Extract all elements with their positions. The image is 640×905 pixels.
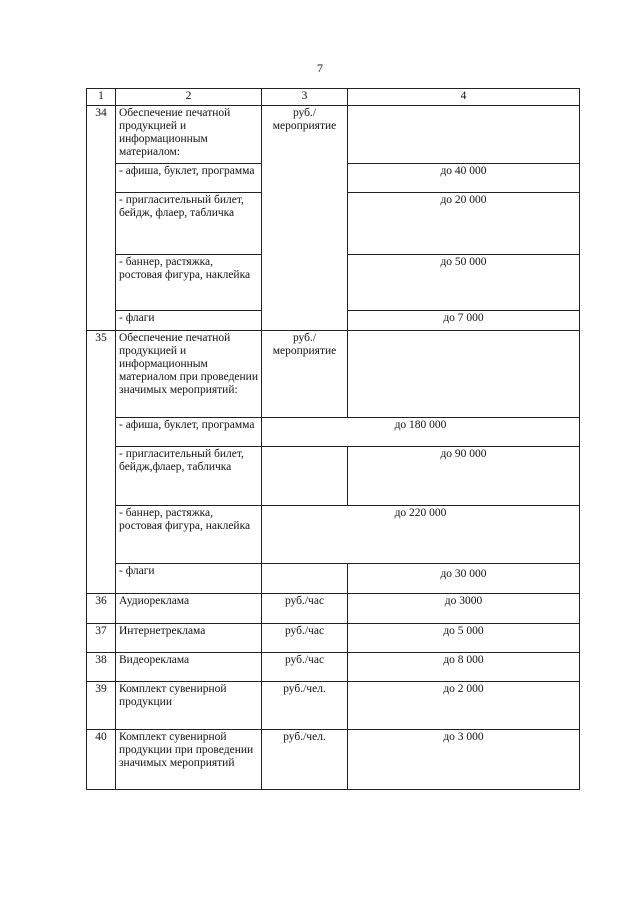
item-price: до 7 000	[348, 311, 580, 331]
row-number: 40	[87, 730, 116, 790]
item-name: - баннер, растяжка, ростовая фигура, наклейка	[116, 255, 262, 311]
row-name: Интернетреклама	[116, 624, 262, 653]
table-header-row	[87, 89, 580, 106]
row-name: Видеореклама	[116, 653, 262, 682]
row-unit: руб./час	[262, 624, 348, 653]
item-price: до 180 000	[262, 418, 580, 447]
table-row	[87, 682, 580, 730]
row-title: Обеспечение печатной продукцией и информационным материалом при проведении значимых мероприятий:	[116, 331, 262, 418]
header-col-2: 2	[116, 89, 262, 106]
row-number: 39	[87, 682, 116, 730]
table-row	[87, 418, 580, 447]
table-row	[87, 447, 580, 506]
table-row	[87, 106, 580, 164]
item-price: до 50 000	[348, 255, 580, 311]
row-price: до 3 000	[348, 730, 580, 790]
row-price: до 5 000	[348, 624, 580, 653]
table-row	[87, 730, 580, 790]
row-number: 36	[87, 594, 116, 624]
table-row	[87, 506, 580, 564]
row-price: до 8 000	[348, 653, 580, 682]
row-number: 38	[87, 653, 116, 682]
unit-cell-empty	[262, 564, 348, 594]
row-unit: руб./чел.	[262, 682, 348, 730]
item-name: - флаги	[116, 564, 262, 594]
row-number: 37	[87, 624, 116, 653]
table-row	[87, 331, 580, 418]
row-name: Комплект сувенирной продукции при проведении значимых мероприятий	[116, 730, 262, 790]
row-number: 35	[87, 331, 116, 594]
item-name: - пригласительный билет, бейдж,флаер, табличка	[116, 447, 262, 506]
table-row	[87, 624, 580, 653]
row-price: до 2 000	[348, 682, 580, 730]
header-col-3: 3	[262, 89, 348, 106]
row-unit: руб./час	[262, 594, 348, 624]
row-unit: руб./час	[262, 653, 348, 682]
row-name: Комплект сувенирной продукции	[116, 682, 262, 730]
header-col-4: 4	[348, 89, 580, 106]
unit-cell-empty	[262, 447, 348, 506]
table-row	[87, 594, 580, 624]
row-unit: руб./чел.	[262, 730, 348, 790]
row-title: Обеспечение печатной продукцией и информационным материалом:	[116, 106, 262, 164]
page-number: 7	[317, 61, 323, 75]
row-number: 34	[87, 106, 116, 331]
item-name: - пригласительный билет, бейдж, флаер, табличка	[116, 193, 262, 255]
item-name: - афиша, буклет, программа	[116, 164, 262, 193]
row-price-empty	[348, 331, 580, 418]
item-name: - афиша, буклет, программа	[116, 418, 262, 447]
item-price: до 220 000	[262, 506, 580, 564]
item-price: до 30 000	[348, 564, 580, 594]
item-price: до 90 000	[348, 447, 580, 506]
table-row	[87, 564, 580, 594]
header-col-1: 1	[87, 89, 116, 106]
row-unit: руб./ мероприятие	[262, 106, 348, 331]
row-unit: руб./ мероприятие	[262, 331, 348, 418]
item-name: - флаги	[116, 311, 262, 331]
item-name: - баннер, растяжка, ростовая фигура, наклейка	[116, 506, 262, 564]
table-row	[87, 653, 580, 682]
item-price: до 40 000	[348, 164, 580, 193]
item-price: до 20 000	[348, 193, 580, 255]
row-name: Аудиореклама	[116, 594, 262, 624]
tariff-table	[86, 88, 580, 790]
row-price: до 3000	[348, 594, 580, 624]
row-price-empty	[348, 106, 580, 164]
